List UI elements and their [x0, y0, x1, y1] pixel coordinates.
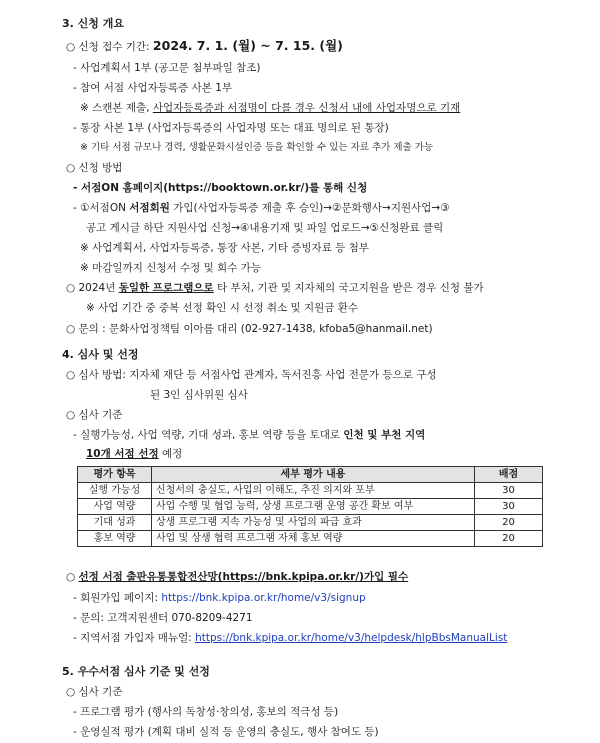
- table-header-cell: 평가 항목: [78, 467, 152, 483]
- table-cell: 20: [475, 515, 543, 531]
- application-period-value: 2024. 7. 1. (월) ~ 7. 15. (월): [152, 38, 343, 53]
- doc-business-plan: - 사업계획서 1부 (공고문 첨부파일 참조): [73, 62, 261, 74]
- doc-bankbook-copy: - 통장 사본 1부 (사업자등록증의 사업자명 또는 대표 명의로 된 통장): [73, 122, 389, 134]
- note-duplicate-cancel: ※ 사업 기간 중 중복 선정 확인 시 선정 취소 및 지원금 환수: [86, 302, 358, 314]
- selection-count: 10개 서점 선정 예정: [86, 448, 183, 460]
- note-attachments: ※ 사업계획서, 사업자등록증, 통장 사본, 기타 증빙자료 등 첨부: [80, 242, 369, 254]
- review-method-cont: 된 3인 심사위원 심사: [150, 389, 248, 401]
- duplicate-restriction: ○ 2024년 동일한 프로그램으로 타 부처, 기관 및 지자체의 국고지원을 받은 경우 신청 불가: [66, 282, 484, 294]
- registration-required: ○ 선정 서점 출판유통통합전산망(https://bnk.kpipa.or.kr/)가입 필수: [66, 571, 409, 583]
- table-cell: 30: [475, 483, 543, 499]
- same-program-emphasis: 동일한 프로그램으로: [118, 282, 214, 294]
- review-criteria: ○ 심사 기준: [66, 409, 123, 421]
- section-5-heading: 5. 우수서점 심사 기준 및 선정: [62, 665, 210, 678]
- method-steps: - ①서점ON 서점회원 가입(사업자등록증 제출 후 승인)→②문화행사→지원사업→③: [73, 202, 450, 214]
- table-cell: 기대 성과: [78, 515, 152, 531]
- selection-count-emphasis: 10개 서점 선정: [86, 448, 159, 460]
- section-3-heading: 3. 신청 개요: [62, 17, 124, 30]
- doc-registration-copy: - 참여 서점 사업자등록증 사본 1부: [73, 82, 233, 94]
- application-period: [66, 38, 343, 55]
- method-homepage: - 서점ON 홈페이지(https://booktown.or.kr/)를 통해 신청: [73, 182, 368, 194]
- method-steps-cont: 공고 게시글 하단 지원사업 신청→④내용기재 및 파일 업로드→⑤신청완료 클릭: [86, 222, 444, 234]
- note-extra-docs: ※ 기타 서점 규모나 경력, 생활문화시설인증 등을 확인할 수 있는 자료 추가 제출 가능: [80, 142, 434, 153]
- contact-info: ○ 문의 : 문화사업정책팀 이아름 대리 (02-927-1438, kfoba5@hanmail.net): [66, 323, 433, 335]
- table-cell: 상생 프로그램 지속 가능성 및 사업의 파급 효과: [152, 515, 475, 531]
- note-deadline-edit: ※ 마감일까지 신청서 수정 및 회수 가능: [80, 262, 261, 274]
- table-row: [78, 515, 543, 531]
- table-cell: 20: [475, 531, 543, 547]
- manual-page: - 지역서점 가입자 매뉴얼: https://bnk.kpipa.or.kr/home/v3/helpdesk/hlpBbsManualList: [73, 632, 508, 644]
- table-cell: 30: [475, 499, 543, 515]
- table-row: [78, 483, 543, 499]
- review-method: ○ 심사 방법: 지자체 재단 등 서점사업 관계자, 독서진흥 사업 전문가 등으로 구성: [66, 369, 437, 381]
- application-method: ○ 신청 방법: [66, 162, 123, 174]
- application-period-label: ○ 신청 접수 기간:: [66, 41, 153, 53]
- note-scan-underlined: 사업자등록증과 서점명이 다를 경우 신청서 내에 사업자명으로 기재: [152, 102, 461, 114]
- region-emphasis: 인천 및 부천 지역: [343, 429, 426, 441]
- table-row: [78, 531, 543, 547]
- table-header-row: [78, 467, 543, 483]
- table-cell: 홍보 역량: [78, 531, 152, 547]
- signup-page: - 회원가입 페이지: https://bnk.kpipa.or.kr/home/v3/signup: [73, 592, 366, 604]
- table-cell: 실행 가능성: [78, 483, 152, 499]
- table-header-cell: 세부 평가 내용: [152, 467, 475, 483]
- table-header-cell: 배점: [475, 467, 543, 483]
- table-cell: 신청서의 충실도, 사업의 이해도, 추진 의지와 포부: [152, 483, 475, 499]
- table-row: [78, 499, 543, 515]
- support-contact: - 문의: 고객지원센터 070-8209-4271: [73, 612, 253, 624]
- table-cell: 사업 역량: [78, 499, 152, 515]
- table-cell: 사업 수행 및 협업 능력, 상생 프로그램 운영 공간 확보 여부: [152, 499, 475, 515]
- manual-link[interactable]: https://bnk.kpipa.or.kr/home/v3/helpdesk/hlpBbsManualList: [195, 632, 508, 644]
- note-scan-submit: ※ 스캔본 제출, 사업자등록증과 서점명이 다를 경우 신청서 내에 사업자명으로 기재: [80, 102, 461, 114]
- program-evaluation: - 프로그램 평가 (행사의 독창성·창의성, 홍보의 적극성 등): [73, 706, 339, 718]
- table-cell: 사업 및 상생 협력 프로그램 자체 홍보 역량: [152, 531, 475, 547]
- excellence-criteria: ○ 심사 기준: [66, 686, 123, 698]
- signup-link[interactable]: https://bnk.kpipa.or.kr/home/v3/signup: [161, 592, 366, 604]
- performance-evaluation: - 운영실적 평가 (계획 대비 실적 등 운영의 충실도, 행사 참여도 등): [73, 726, 379, 738]
- section-4-heading: 4. 심사 및 선정: [62, 348, 139, 361]
- evaluation-table: [77, 466, 543, 547]
- registration-required-emphasis: 선정 서점 출판유통통합전산망(https://bnk.kpipa.or.kr/)가입 필수: [78, 571, 409, 583]
- criteria-description: - 실행가능성, 사업 역량, 기대 성과, 홍보 역량 등을 토대로 인천 및 부천 지역: [73, 429, 426, 441]
